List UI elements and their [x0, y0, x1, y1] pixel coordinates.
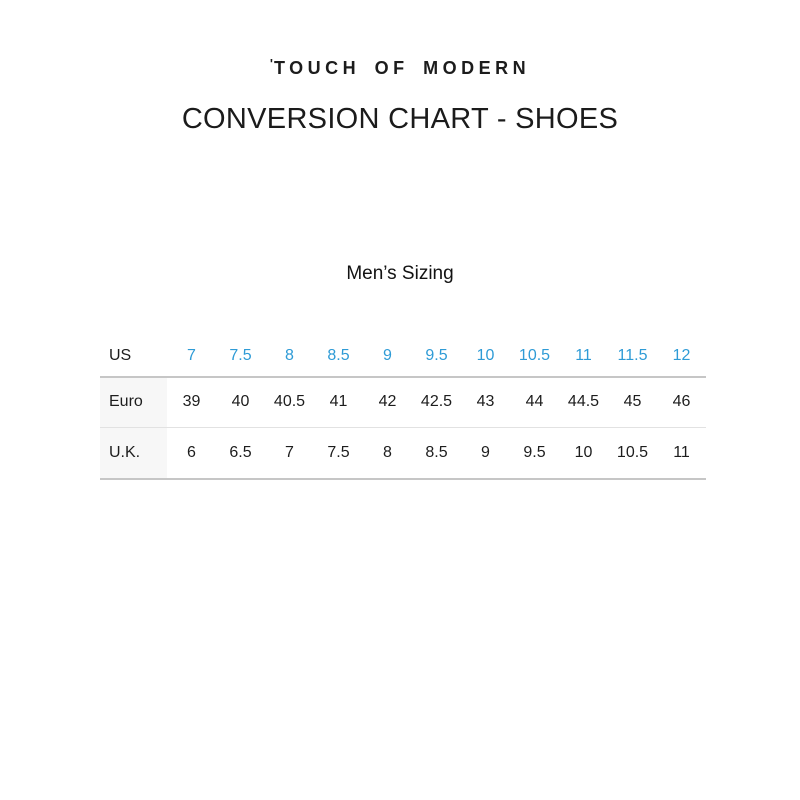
uk-size-cell: 7.5 — [314, 427, 363, 479]
euro-size-cell: 43 — [461, 377, 510, 427]
us-size-cell: 9 — [363, 335, 412, 377]
us-size-cell: 12 — [657, 335, 706, 377]
uk-size-cell: 9 — [461, 427, 510, 479]
logo-tick-mark: ' — [269, 56, 273, 71]
euro-size-cell: 42 — [363, 377, 412, 427]
uk-size-cell: 6 — [167, 427, 216, 479]
uk-size-cell: 6.5 — [216, 427, 265, 479]
uk-size-cell: 9.5 — [510, 427, 559, 479]
us-size-cell: 9.5 — [412, 335, 461, 377]
us-size-cell: 8 — [265, 335, 314, 377]
row-label-uk: U.K. — [100, 427, 167, 479]
us-size-cell: 8.5 — [314, 335, 363, 377]
uk-size-cell: 10 — [559, 427, 608, 479]
table-row-uk — [100, 427, 706, 479]
uk-size-cell: 10.5 — [608, 427, 657, 479]
logo-wordmark: TOUCH OF MODERN — [273, 58, 531, 78]
euro-size-cell: 41 — [314, 377, 363, 427]
brand-logo — [0, 54, 800, 78]
us-size-cell: 7 — [167, 335, 216, 377]
us-size-cell: 10.5 — [510, 335, 559, 377]
uk-size-cell: 11 — [657, 427, 706, 479]
euro-size-cell: 40 — [216, 377, 265, 427]
uk-size-cell: 8 — [363, 427, 412, 479]
us-size-cell: 11 — [559, 335, 608, 377]
us-size-cell: 7.5 — [216, 335, 265, 377]
uk-size-cell: 8.5 — [412, 427, 461, 479]
uk-size-cell: 7 — [265, 427, 314, 479]
table-row-us — [100, 335, 706, 377]
euro-size-cell: 44.5 — [559, 377, 608, 427]
euro-size-cell: 46 — [657, 377, 706, 427]
euro-size-cell: 45 — [608, 377, 657, 427]
shoe-size-conversion-table — [100, 335, 706, 480]
us-size-cell: 11.5 — [608, 335, 657, 377]
row-label-euro: Euro — [100, 377, 167, 427]
us-size-cell: 10 — [461, 335, 510, 377]
euro-size-cell: 39 — [167, 377, 216, 427]
row-label-us: US — [100, 335, 167, 377]
page-title: CONVERSION CHART - SHOES — [181, 103, 619, 135]
euro-size-cell: 42.5 — [412, 377, 461, 427]
euro-size-cell: 40.5 — [265, 377, 314, 427]
euro-size-cell: 44 — [510, 377, 559, 427]
table-row-euro — [100, 377, 706, 427]
mens-sizing-label: Men’s Sizing — [346, 263, 454, 284]
